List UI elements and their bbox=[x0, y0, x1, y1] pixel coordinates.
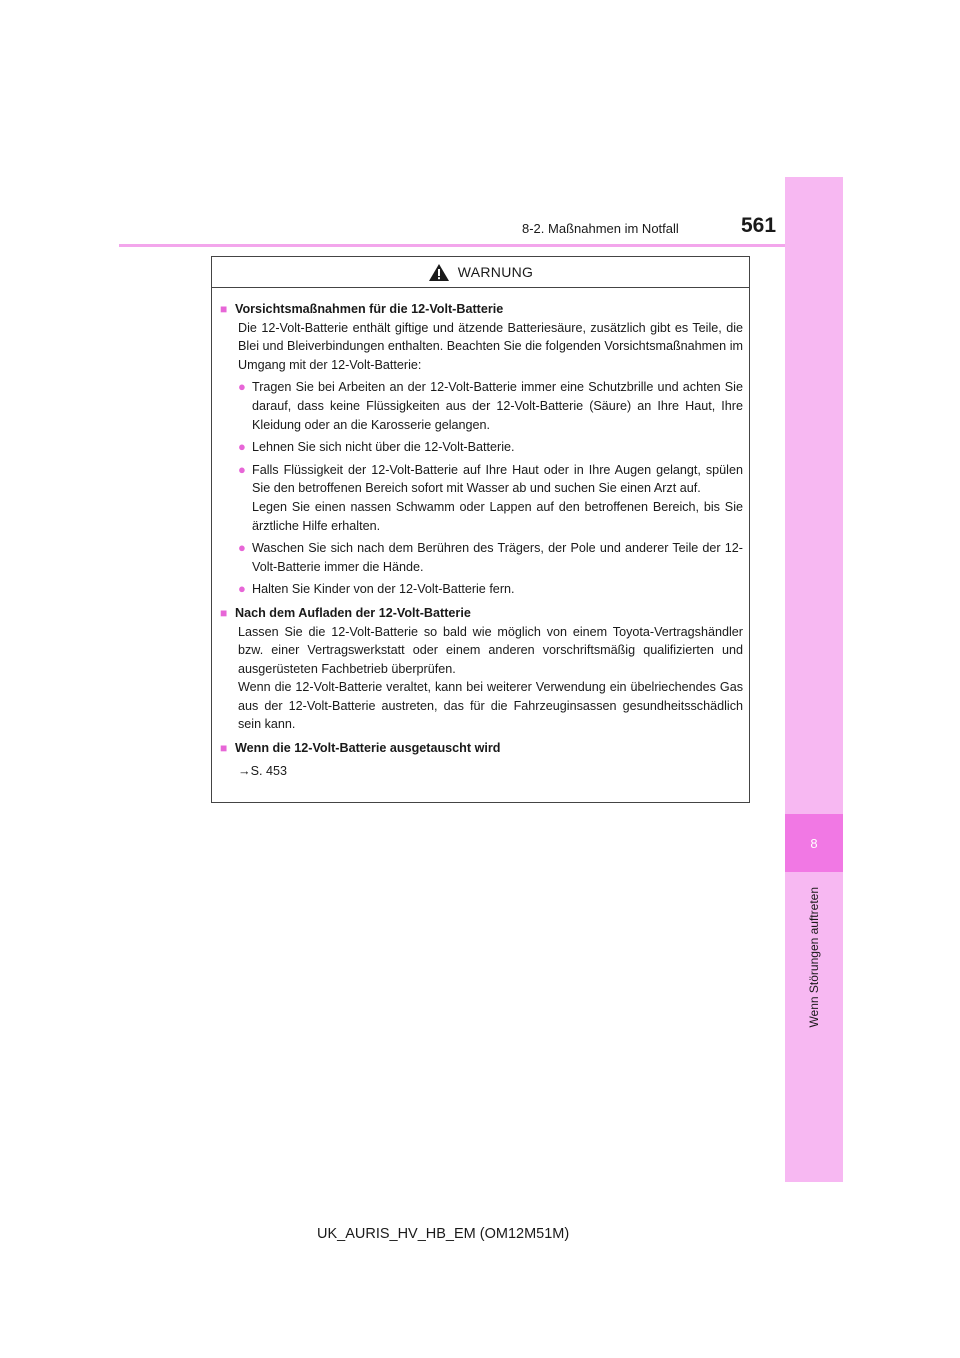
list-item bbox=[238, 378, 743, 434]
list-item-text: Lehnen Sie sich nicht über die 12-Volt-Batterie. bbox=[252, 440, 515, 455]
chapter-label bbox=[785, 872, 843, 1042]
chapter-number: 8 bbox=[785, 814, 843, 872]
warning-box bbox=[211, 256, 750, 803]
list-item bbox=[238, 539, 743, 576]
heading-text: Vorsichtsmaßnahmen für die 12-Volt-Batterie bbox=[235, 302, 504, 316]
list-item-text: Tragen Sie bei Arbeiten an der 12-Volt-Batterie immer eine Schutzbrille und achten Sie darauf, dass keine Flüssigkeiten aus der 12-Volt-Batterie (Säure) an Ihre Haut, Ihre Kleidung oder an die Karosserie gelangen. bbox=[252, 380, 743, 432]
list-item bbox=[238, 461, 743, 535]
page-reference-link[interactable]: →S. 453 bbox=[238, 763, 288, 778]
section-title: 8-2. Maßnahmen im Notfall bbox=[522, 221, 679, 236]
circle-bullet-icon: ● bbox=[238, 461, 246, 477]
circle-bullet-icon: ● bbox=[238, 540, 246, 556]
warning-body bbox=[212, 288, 749, 780]
list-item-text: Waschen Sie sich nach dem Berühren des Trägers, der Pole und anderer Teile der 12-Volt-Batterie immer die Hände. bbox=[252, 541, 743, 574]
list-item bbox=[238, 580, 743, 599]
document-code: UK_AURIS_HV_HB_EM (OM12M51M) bbox=[317, 1226, 570, 1242]
warning-header bbox=[212, 257, 749, 288]
header-rule bbox=[119, 244, 785, 247]
intro-paragraph: Die 12-Volt-Batterie enthält giftige und ätzende Batteriesäure, zusätzlich gibt es Teile, die Blei und Bleiverbindungen enthalten. Beachten Sie die folgenden Vorsichtsmaßnahmen im Umgang mit der 12-Volt-Batterie: bbox=[238, 320, 743, 372]
warning-title: WARNUNG bbox=[457, 264, 534, 280]
square-bullet-icon: ■ bbox=[220, 605, 228, 620]
list-item-text: Halten Sie Kinder von der 12-Volt-Batterie fern. bbox=[252, 582, 515, 597]
circle-bullet-icon: ● bbox=[238, 379, 246, 395]
list-item-paragraph: Legen Sie einen nassen Schwamm oder Lappen auf den betroffenen Bereich, bis Sie ärztliche Hilfe erhalten. bbox=[252, 499, 743, 533]
square-bullet-icon: ■ bbox=[220, 741, 228, 756]
section-heading bbox=[220, 300, 743, 319]
list-item-paragraph: Falls Flüssigkeit der 12-Volt-Batterie auf Ihre Haut oder in Ihre Augen gelangt, spülen Sie den betroffenen Bereich sofort mit Wasser ab und suchen Sie einen Arzt auf. bbox=[252, 462, 743, 496]
heading-text: Nach dem Aufladen der 12-Volt-Batterie bbox=[235, 605, 471, 620]
page-number: 561 bbox=[741, 214, 777, 237]
section-heading bbox=[220, 604, 743, 623]
warning-triangle-icon bbox=[428, 263, 450, 282]
chapter-label-text: Wenn Störungen auftreten bbox=[807, 886, 821, 1028]
list-item-text bbox=[252, 461, 743, 535]
circle-bullet-icon: ● bbox=[238, 581, 246, 597]
section-heading bbox=[220, 739, 743, 758]
paragraph: Wenn die 12-Volt-Batterie veraltet, kann bei weiterer Verwendung ein übelriechendes Gas aus der 12-Volt-Batterie austreten, das für die Fahrzeuginsassen gesundheitsschädlich sein kann. bbox=[238, 680, 743, 732]
circle-bullet-icon: ● bbox=[238, 439, 246, 455]
heading-text: Wenn die 12-Volt-Batterie ausgetauscht wird bbox=[235, 741, 501, 756]
square-bullet-icon: ■ bbox=[220, 302, 228, 316]
paragraph: Lassen Sie die 12-Volt-Batterie so bald wie möglich von einem Toyota-Vertragshändler bzw. einer Vertragswerkstatt oder einem anderen vorschriftsmäßig qualifizierten und ausgerüsteten Fachbetrieb überprüfen. bbox=[238, 624, 743, 676]
list-item bbox=[238, 438, 743, 457]
